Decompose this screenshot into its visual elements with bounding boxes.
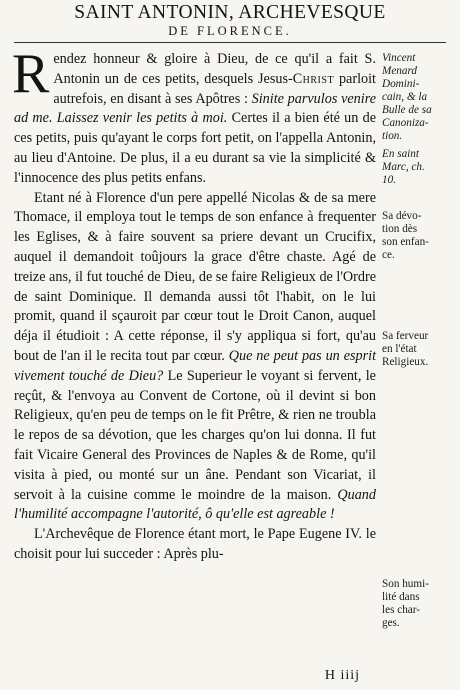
drop-cap: R	[12, 43, 50, 105]
p2-text-2: Le Superieur le voyant si fervent, le reçût, & l'envoya au Convent de Cortone, où il devint si bon Religieux, qu'en peu de temps on le fit Prêtre, & rien ne troubla le repos de sa dévotion, que les charges qu'on lui donna. Il fut fait Vicaire General des Provinces de Naples & de Rome, qu'il visita à pied, ou monté sur un âne. Pendant son Vicariat, il servoit à la cuisine comme le moindre de la maison.	[14, 367, 376, 503]
paragraph-3	[14, 525, 376, 565]
p2-italic-2: Quand l'humilité accompagne l'autorité, ô qu'elle est agreable !	[14, 486, 376, 523]
margin-note-gospel: En saint Marc, ch. 10.	[382, 148, 425, 186]
p1-text-2: parloit autrefois, en disant à ses Apôtres :	[53, 70, 376, 107]
margin-note-fervour: Sa ferveur en l'état Religieux.	[382, 330, 429, 368]
p2-text-1: Etant né à Florence d'un pere appellé Nicolas & de sa mere Thomace, il employa tout le temps de son enfance à frequenter les Eglises, & à faire souvent sa priere devant un Crucifix, auquel il demandoit toûjours la grace d'être chaste. Agé de treize ans, il fut touché de Dieu, de se faire Religieux de l'Ordre de saint Dominique. Il demanda aussi tôt l'habit, on le lui promit, quand il sçauroit par cœur tout le Droit Canon, auquel déja il étudioit : A cette réponse, il s'y appliqua si fort, qu'au bout de l'an il le recita tout par cœur.	[14, 189, 376, 364]
p2-italic-1: Que ne peut pas un esprit vivement touché de Dieu?	[14, 347, 377, 384]
p1-christ: Christ	[292, 70, 335, 87]
margin-note-source: Vincent Menard Domini- cain, & la Bulle de sa Canoniza- tion.	[382, 52, 432, 142]
margin-note-devotion: Sa dévo- tion dès son enfan- ce.	[382, 210, 429, 261]
signature-mark: H iiij	[324, 668, 360, 683]
p3-text-1: L'Archevêque de Florence étant mort, le Pape Eugene IV. le choisit pour lui succeder : Après plu-	[14, 526, 376, 562]
main-text	[12, 43, 377, 565]
margin-note-humility: Son humi- lité dans les char- ges.	[382, 578, 429, 629]
paragraph-2	[14, 189, 376, 526]
page-subtitle: DE FLORENCE.	[168, 24, 292, 38]
paragraph-1	[12, 43, 377, 189]
p1-text-3: Certes il a bien été un de ces petits, puis qu'ayant le corps fort petit, on l'appella Antonin, au lieu d'Antoine. De plus, il a eu durant sa vie la simplicité & l'innocence des plus petits enfans.	[14, 110, 377, 186]
header-rule	[14, 42, 446, 43]
p1-latin-quote: Sinite parvulos venire ad me. Laissez venir les petits à moi.	[14, 90, 376, 127]
p1-text-1: endez honneur & gloire à Dieu, de ce qu'il a fait S. Antonin un de ces petits, desquels Jesus-	[53, 51, 376, 87]
page-title: SAINT ANTONIN, ARCHEVESQUE	[74, 2, 386, 23]
